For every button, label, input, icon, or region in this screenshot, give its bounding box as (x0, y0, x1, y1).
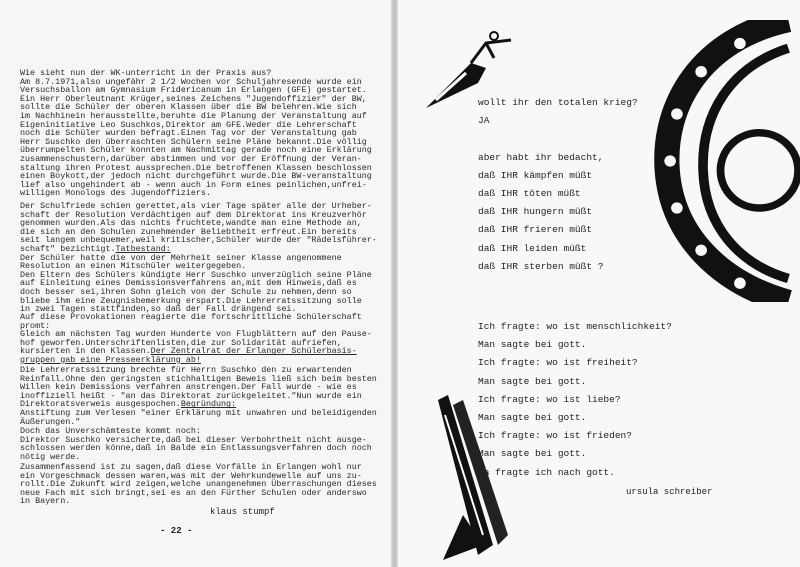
text-span: doch besser sei,ihren Sohn gleich von der Schule zu nehmen,denn so (20, 286, 352, 297)
text-span: im Nachhinein herausstellte,beruhte die Planung der Veranstaltung auf (20, 110, 367, 121)
poem-line: daß IHR leiden müßt (478, 242, 587, 254)
text-span: Der Zentralrat der Erlanger Schülerbasis- (150, 346, 357, 357)
text-span: Ein Herr Oberleutnant Krüger,seines Zeichens "Jugendoffizier" der BW, (20, 93, 367, 104)
poem-line: daß IHR sterben müßt ? (478, 260, 604, 272)
binding-gutter (391, 0, 398, 567)
poem-line: Man sagte bei gott. (478, 375, 587, 387)
text-span: Anstiftung zum Verlesen "einer Erklärung mit unwahren und beleidigenden (20, 407, 377, 418)
text-span: Der Schulfriede schien gerettet,als vier Tage später alle der Urheber- (20, 201, 372, 211)
text-span: genommen wurden.Als das nichts fruchtete,wandte man eine Methode an, (20, 218, 362, 229)
text-span: Gleich am nächsten Tag wurden Hunderte von Flugblättern auf den Pause- (20, 329, 372, 340)
text-span: bliebe ihm eine Zeugnisbemerkung erspart.Die Lehrerratssitzung solle (20, 295, 362, 306)
page-number: - 22 - (160, 526, 193, 536)
text-span: in zwei Tagen stattfinden,so daß der Fall drängend sei. (20, 304, 297, 315)
text-span: Äußerungen." (20, 416, 81, 427)
text-span: seit langem unbequemer,weil kritischer,Schüler wurde der "Rädelsführer- (20, 235, 377, 246)
text-span: rollt.Die Zukunft wird zeigen,welche unangenehmen Überraschungen dieses (20, 479, 377, 490)
poem-line: Man sagte bei gott. (478, 412, 587, 424)
text-span: neue Fach mit sich bringt,sei es an den Fürther Schulen oder anderswo (20, 487, 367, 498)
text-span: nötig werde. (20, 451, 81, 462)
text-span: sollte die Schüler der oberen Klassen über die BW belehren.Wie sich (20, 102, 357, 113)
text-span: promt: (20, 320, 51, 331)
text-span: inoffiziell heißt - "an das Direktorat zurückgeleitet."Nun wurde ein (20, 390, 362, 401)
poem-line: Ich fragte: wo ist frieden? (478, 430, 632, 442)
text-span: Resolution an einen Mitschüler weitergegeben. (20, 261, 247, 272)
poem-line: daß IHR kämpfen müßt (478, 169, 593, 181)
text-span: überrumpelten Schüler konnten am Nachmittag gerade noch eine Erklärung (20, 145, 372, 156)
poem-author: ursula schreiber (626, 487, 713, 497)
text-span: staltung ihren Protest aussprechen.Die betroffenen Klassen beschlossen (20, 162, 372, 173)
text-span: Begründung: (180, 399, 237, 410)
text-span: schaft" bezichtigt. (20, 243, 116, 254)
text-span: Direktoratsverweis ausgespochen. (20, 399, 181, 410)
text-line (20, 313, 372, 322)
poem-line (478, 130, 638, 148)
paragraph-1 (20, 69, 372, 198)
text-span: Reinfall.Ohne den geringsten stichhaltigen Beweis ließ sich beim besten (20, 373, 377, 384)
text-span: in Bayern. (20, 496, 71, 507)
poem-line: wollt ihr den totalen krieg? (478, 97, 638, 108)
text-span: zusammenschustern,darüber abstimmen und vor der Eröffnung der Veran- (20, 153, 362, 164)
text-span: ein Vorgeschmack dessen waren,was mit der Wehrkundewelle auf uns zu- (20, 470, 362, 481)
poem-line: Ich fragte: wo ist menschlichkeit? (478, 321, 672, 332)
poem-line: Man sagte bei gott. (478, 448, 587, 460)
paragraph-2 (20, 202, 377, 314)
poem-line: Ich fragte: wo ist liebe? (478, 393, 621, 405)
tank-tread-drawing (643, 20, 800, 302)
text-line (20, 418, 377, 427)
text-span: Der Schüler hatte die von der Mehrheit seiner Klasse angenommene (20, 252, 342, 263)
poem-ich-fragte (478, 318, 672, 482)
text-span: Versuchsballon am Gymnasium Fridericanum in Erlangen (GFE) gestartet. (20, 85, 367, 96)
text-line (20, 489, 377, 498)
text-span: Wie sieht nun der WK-unterricht in der Praxis aus? (20, 68, 272, 78)
text-line (20, 189, 372, 198)
poem-line: aber habt ihr bedacht, (478, 151, 604, 163)
text-span: die sich an den Schulen zunehmender Beliebtheit erfreut.Ein bereits (20, 226, 357, 237)
text-span: Eigeninitiative Leo Suschkos,Direktor am GFE.Weder die Lehrerschaft (20, 119, 357, 130)
paragraph-3 (20, 313, 372, 365)
text-span: hof geworfen.Unterschriftenlisten,die zur Solidarität aufriefen, (20, 337, 342, 348)
poem-line: daß IHR hungern müßt (478, 206, 593, 218)
text-line (20, 453, 372, 462)
poem-line: daß IHR töten müßt (478, 188, 581, 199)
paragraph-5 (20, 427, 372, 461)
text-span: Zusammenfassend ist zu sagen,daß diese Vorfälle in Erlangen wohl nur (20, 462, 362, 472)
paragraph-6 (20, 463, 377, 506)
text-line (20, 356, 372, 365)
poem-line: daß IHR frieren müßt (478, 224, 593, 236)
text-span: Am 8.7.1971,also ungefähr 2 1/2 Wochen vor Schuljahresende wurde ein (20, 76, 362, 87)
poem-line: JA (478, 115, 490, 127)
text-span: willigen Monologs des Jugendoffiziers. (20, 188, 211, 199)
right-page (398, 0, 800, 567)
author-signature: klaus stumpf (210, 507, 275, 517)
poem-line: Da fragte ich nach gott. (478, 466, 615, 478)
left-page (0, 0, 391, 567)
text-span: auf Einleitung eines Demissionsverfahrens an,mit dem Hinweis,daß es (20, 278, 357, 289)
text-span: einen Boykott,der jedoch nicht durchgeführt wurde.Die BW-veranstaltung (20, 171, 372, 182)
text-span: lief also ungehindert ab - wenn auch in Form eines peinlichen,unfrei- (20, 179, 367, 190)
text-span: Auf diese Provokationen reagierte die fortschrittliche Schülerschaft (20, 312, 362, 322)
text-span: Tatbestand: (115, 243, 171, 254)
text-span: Den Eltern des Schülers kündigte Herr Suschko unverzüglich seine Pläne (20, 269, 372, 280)
poem-total-war (478, 94, 638, 276)
text-span: gruppen gab eine Presseerklärung ab! (20, 354, 201, 365)
text-span: Willen kein Demissions verfahren anstrengen.Der Fall wurde - wie es (20, 382, 357, 393)
text-span: schlossen werden könne,daß in Balde ein Entlassungsverfahren doch noch (20, 443, 372, 454)
paragraph-4 (20, 366, 377, 426)
poem-line: Ich fragte: wo ist freiheit? (478, 357, 638, 369)
poem-line: Man sagte bei gott. (478, 339, 587, 351)
text-line (20, 497, 377, 506)
text-span: Herr Suschko den überraschten Schülern seine Pläne bekannt.Die völlig (20, 136, 367, 147)
text-span: Direktor Suschko versicherte,daß bei dieser Verbohrtheit nicht ausge- (20, 434, 367, 445)
text-span: noch die Schüler wurden befragt.Einen Tag vor der Veranstaltung gab (20, 128, 357, 139)
text-span: Doch das Unverschämteste kommt noch: (20, 426, 201, 436)
text-span: schaft der Resolution Verdächtigen auf dem Direktorat ins Kreuzverhör (20, 209, 367, 220)
text-span: kursierten in den Klassen. (20, 346, 151, 357)
text-span: Die Lehrerratssitzung brechte für Herrn Suschko den zu erwartenden (20, 365, 352, 375)
